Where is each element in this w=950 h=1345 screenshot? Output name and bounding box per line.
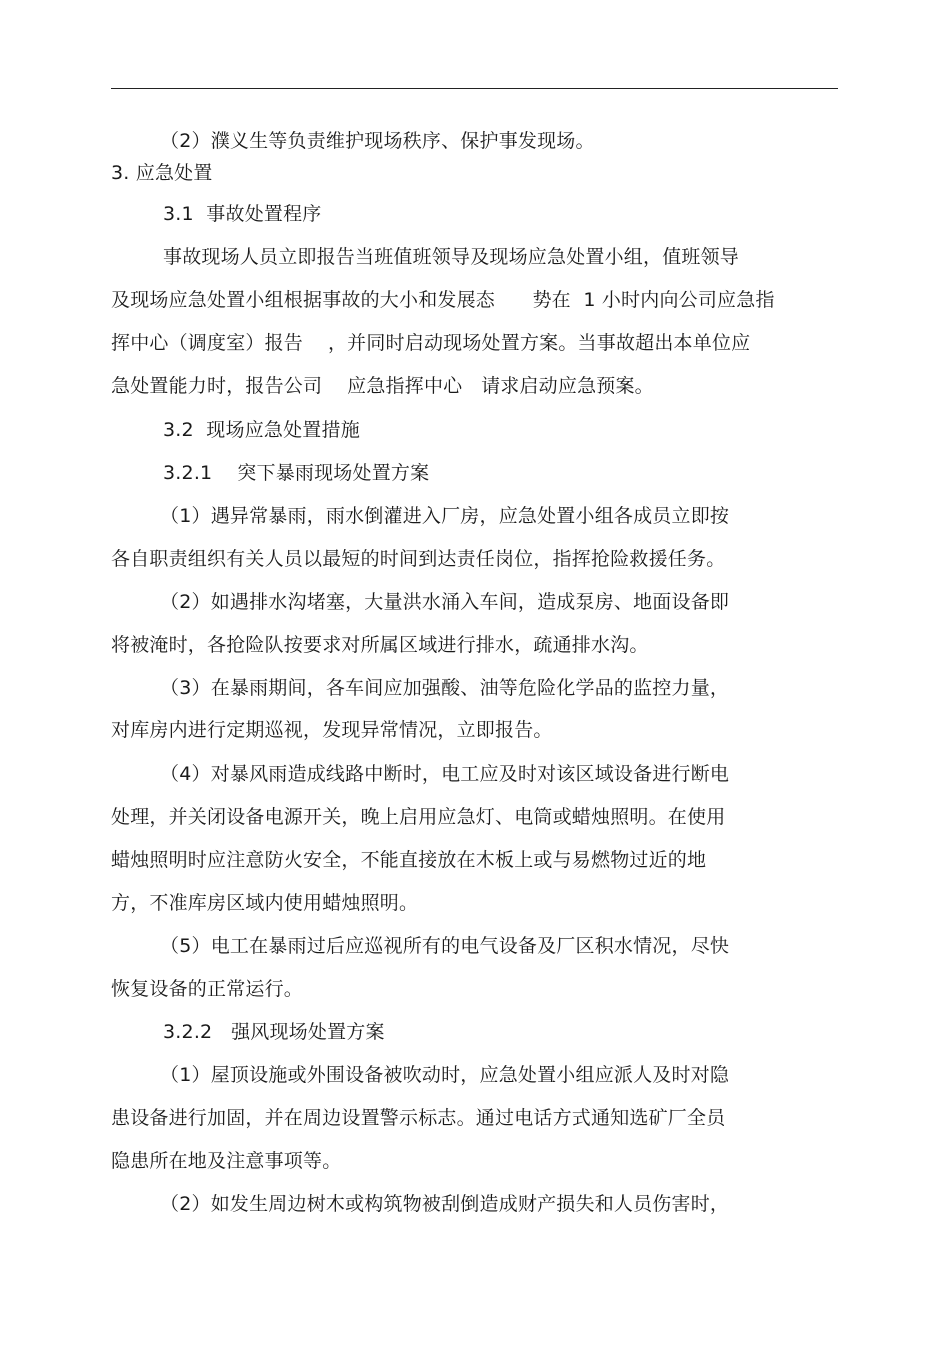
- paragraph-line: 方，不准库房区域内使用蜡烛照明。: [111, 892, 419, 914]
- paragraph-line: （4）对暴风雨造成线路中断时，电工应及时对该区域设备进行断电: [160, 763, 730, 785]
- paragraph-line: （2）如遇排水沟堵塞，大量洪水涌入车间，造成泵房、地面设备即: [160, 591, 730, 613]
- paragraph-line: 及现场应急处置小组根据事故的大小和发展态 势在 1 小时内向公司应急指: [111, 289, 775, 311]
- paragraph-line: （1）屋顶设施或外围设备被吹动时，应急处置小组应派人及时对隐: [160, 1064, 730, 1086]
- section-heading: 3. 应急处置: [111, 162, 213, 184]
- subsection-heading: 3.1 事故处置程序: [163, 203, 322, 225]
- subsection-heading: 3.2.1 突下暴雨现场处置方案: [163, 462, 430, 484]
- paragraph-line: （2）濮义生等负责维护现场秩序、保护事发现场。: [160, 130, 595, 152]
- paragraph-line: 恢复设备的正常运行。: [111, 978, 304, 1000]
- paragraph-line: 各自职责组织有关人员以最短的时间到达责任岗位，指挥抢险救援任务。: [111, 548, 726, 570]
- header-rule: [111, 88, 838, 89]
- paragraph-line: 急处置能力时，报告公司 应急指挥中心 请求启动应急预案。: [111, 375, 654, 397]
- paragraph-line: （2）如发生周边树木或构筑物被刮倒造成财产损失和人员伤害时，: [160, 1193, 730, 1215]
- paragraph-line: （1）遇异常暴雨，雨水倒灌进入厂房，应急处置小组各成员立即按: [160, 505, 730, 527]
- paragraph-line: 处理，并关闭设备电源开关，晚上启用应急灯、电筒或蜡烛照明。在使用: [111, 806, 726, 828]
- paragraph-line: 蜡烛照明时应注意防火安全，不能直接放在木板上或与易燃物过近的地: [111, 849, 707, 871]
- paragraph-line: 患设备进行加固，并在周边设置警示标志。通过电话方式通知选矿厂全员: [111, 1107, 726, 1129]
- paragraph-line: 隐患所在地及注意事项等。: [111, 1150, 342, 1172]
- paragraph-line: （5）电工在暴雨过后应巡视所有的电气设备及厂区积水情况，尽快: [160, 935, 730, 957]
- paragraph-line: 对库房内进行定期巡视，发现异常情况，立即报告。: [111, 719, 553, 741]
- subsection-heading: 3.2 现场应急处置措施: [163, 419, 360, 441]
- paragraph-line: 事故现场人员立即报告当班值班领导及现场应急处置小组，值班领导: [163, 246, 740, 268]
- paragraph-line: 将被淹时，各抢险队按要求对所属区域进行排水，疏通排水沟。: [111, 634, 649, 656]
- paragraph-line: 挥中心（调度室）报告 ，并同时启动现场处置方案。当事故超出本单位应: [111, 332, 751, 354]
- paragraph-line: （3）在暴雨期间，各车间应加强酸、油等危险化学品的监控力量，: [160, 677, 730, 699]
- subsection-heading: 3.2.2 强风现场处置方案: [163, 1021, 385, 1043]
